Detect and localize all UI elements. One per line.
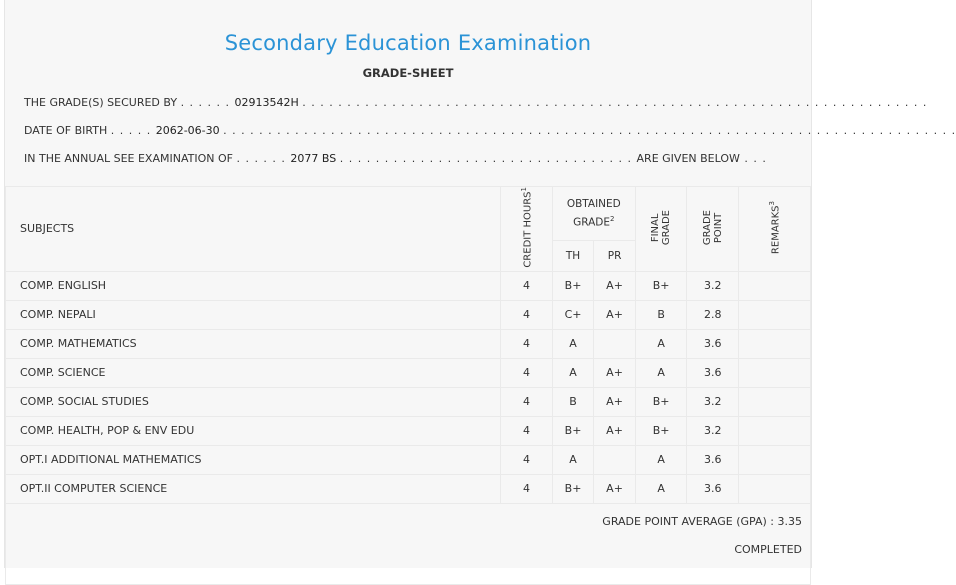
dob-label: DATE OF BIRTH: [24, 124, 108, 137]
table-row: [6, 416, 811, 445]
subject-cell: COMP. SOCIAL STUDIES: [6, 387, 501, 416]
table-row: [6, 329, 811, 358]
remarks-cell: [739, 387, 811, 416]
final-grade-cell: A: [635, 329, 687, 358]
grade-point-cell: 3.6: [687, 329, 739, 358]
final-grade-cell: B: [635, 300, 687, 329]
table-row: [6, 387, 811, 416]
subjects-header: SUBJECTS: [6, 187, 501, 272]
pr-grade-cell: A+: [594, 474, 636, 503]
secured-by-label: THE GRADE(S) SECURED BY: [24, 96, 178, 109]
th-grade-cell: C+: [552, 300, 594, 329]
grade-point-cell: 3.2: [687, 416, 739, 445]
final-grade-cell: B+: [635, 387, 687, 416]
credit-cell: 4: [501, 445, 553, 474]
grade-sheet: [4, 0, 956, 568]
obtained-grade-header: OBTAINED GRADE$^2$: [552, 187, 635, 241]
remarks-cell: [739, 474, 811, 503]
grade-point-cell: 3.6: [687, 445, 739, 474]
subject-cell: COMP. MATHEMATICS: [6, 329, 501, 358]
pr-grade-cell: A+: [594, 416, 636, 445]
secured-by-line: THE GRADE(S) SECURED BY . . . . . . 02913542H . . . . . . . . . . . . . . . . . . . . . . . . . . . . . . . . . . . . . . . . . . . . . . . . . . . . . . . . . . . . . . . . . . . . . .: [24, 96, 928, 109]
subject-cell: COMP. SCIENCE: [6, 358, 501, 387]
exam-year: 2077 BS: [290, 152, 337, 165]
grade-point-cell: 3.2: [687, 271, 739, 300]
th-grade-cell: B+: [552, 271, 594, 300]
dob-line: DATE OF BIRTH . . . . . 2062-06-30 . . . . . . . . . . . . . . . . . . . . . . . . . . . . . . . . . . . . . . . . . . . . . . . . . . . . . . . . . . . . . . . . . . . . . . . . . . . . . . . . . .: [24, 124, 956, 137]
final-grade-header: FINAL GRADE: [635, 187, 687, 272]
pr-grade-cell: A+: [594, 387, 636, 416]
remarks-cell: [739, 271, 811, 300]
th-grade-cell: B+: [552, 416, 594, 445]
th-header: TH: [552, 241, 594, 271]
remarks-cell: [739, 300, 811, 329]
final-grade-cell: B+: [635, 271, 687, 300]
credit-hours-header: CREDIT HOURS$^1$: [501, 187, 553, 272]
pr-grade-cell: A+: [594, 300, 636, 329]
exam-label: IN THE ANNUAL SEE EXAMINATION OF: [24, 152, 233, 165]
subject-cell: COMP. ENGLISH: [6, 271, 501, 300]
credit-cell: 4: [501, 387, 553, 416]
page-subtitle: GRADE-SHEET: [362, 66, 454, 80]
credit-cell: 4: [501, 416, 553, 445]
credit-cell: 4: [501, 474, 553, 503]
table-row: [6, 445, 811, 474]
exam-suffix: ARE GIVEN BELOW: [636, 152, 740, 165]
gpa-value: 3.35: [777, 515, 802, 528]
grade-point-cell: 3.6: [687, 474, 739, 503]
subject-cell: OPT.I ADDITIONAL MATHEMATICS: [6, 445, 501, 474]
exam-line: IN THE ANNUAL SEE EXAMINATION OF . . . . . . 2077 BS . . . . . . . . . . . . . . . . . . . . . . . . . . . . . . . . . ARE GIVEN BELOW . . .: [24, 152, 767, 165]
dob-value: 2062-06-30: [155, 124, 220, 137]
pr-grade-cell: A+: [594, 358, 636, 387]
remarks-cell: [739, 416, 811, 445]
th-grade-cell: A: [552, 358, 594, 387]
result-status: COMPLETED: [734, 543, 802, 556]
subject-cell: COMP. HEALTH, POP & ENV EDU: [6, 416, 501, 445]
th-grade-cell: A: [552, 329, 594, 358]
remarks-cell: [739, 329, 811, 358]
subject-cell: COMP. NEPALI: [6, 300, 501, 329]
grade-point-cell: 3.6: [687, 358, 739, 387]
remarks-cell: [739, 358, 811, 387]
credit-cell: 4: [501, 358, 553, 387]
final-grade-cell: A: [635, 358, 687, 387]
table-row: [6, 300, 811, 329]
th-grade-cell: A: [552, 445, 594, 474]
final-grade-cell: A: [635, 445, 687, 474]
final-grade-cell: A: [635, 474, 687, 503]
remarks-cell: [739, 445, 811, 474]
th-grade-cell: B+: [552, 474, 594, 503]
pr-grade-cell: A+: [594, 271, 636, 300]
grade-point-cell: 3.2: [687, 387, 739, 416]
symbol-number: 02913542H: [234, 96, 299, 109]
pr-header: PR: [594, 241, 636, 271]
subject-cell: OPT.II COMPUTER SCIENCE: [6, 474, 501, 503]
remarks-header: REMARKS$^3$: [739, 187, 811, 272]
page-title: Secondary Education Examination: [224, 31, 592, 55]
credit-cell: 4: [501, 271, 553, 300]
credit-cell: 4: [501, 300, 553, 329]
gpa-line: [602, 515, 802, 528]
credit-cell: 4: [501, 329, 553, 358]
th-grade-cell: B: [552, 387, 594, 416]
table-row: [6, 474, 811, 503]
grade-point-header: GRADE POINT: [687, 187, 739, 272]
table-row: [6, 358, 811, 387]
pr-grade-cell: [594, 445, 636, 474]
final-grade-cell: B+: [635, 416, 687, 445]
gpa-label: GRADE POINT AVERAGE (GPA) :: [602, 515, 774, 528]
pr-grade-cell: [594, 329, 636, 358]
table-row: [6, 271, 811, 300]
grade-point-cell: 2.8: [687, 300, 739, 329]
